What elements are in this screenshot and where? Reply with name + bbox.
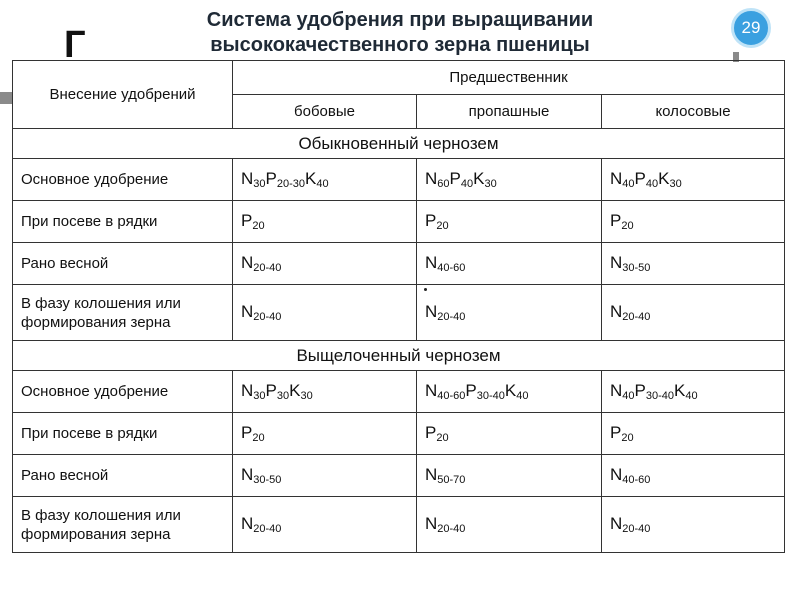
nutrient-symbol: P bbox=[634, 381, 646, 400]
dose-cell bbox=[602, 413, 785, 455]
nutrient-symbol: P bbox=[425, 211, 437, 230]
header-row-crops: пропашные bbox=[417, 95, 602, 129]
nutrient-dose: 30 bbox=[669, 178, 682, 190]
dose-cell bbox=[233, 455, 417, 497]
nutrient-symbol: K bbox=[674, 381, 686, 400]
slide-title bbox=[150, 8, 650, 58]
table-row bbox=[13, 159, 785, 201]
dose-cell bbox=[233, 159, 417, 201]
row-label: Рано весной bbox=[13, 455, 233, 497]
section-row bbox=[13, 129, 785, 159]
nutrient-dose: 60 bbox=[437, 178, 450, 190]
row-label: Основное удобрение bbox=[13, 159, 233, 201]
nutrient-symbol: N bbox=[610, 253, 623, 272]
nutrient-symbol: P bbox=[241, 423, 253, 442]
nutrient-dose: 20-40 bbox=[253, 262, 282, 274]
dose-cell bbox=[602, 371, 785, 413]
dose-cell bbox=[417, 371, 602, 413]
row-label: Рано весной bbox=[13, 243, 233, 285]
table-header-row bbox=[13, 61, 785, 95]
nutrient-symbol: N bbox=[241, 302, 254, 321]
nutrient-dose: 20 bbox=[252, 432, 265, 444]
dose-cell bbox=[417, 413, 602, 455]
dose-cell bbox=[233, 497, 417, 553]
dose-cell bbox=[233, 243, 417, 285]
nutrient-symbol: P bbox=[610, 423, 622, 442]
header-legumes: бобовые bbox=[233, 95, 417, 129]
nutrient-symbol: N bbox=[425, 253, 438, 272]
nutrient-symbol: N bbox=[425, 302, 438, 321]
nutrient-dose: 40-60 bbox=[437, 390, 466, 402]
dose-cell bbox=[233, 371, 417, 413]
slide-number-badge: 29 bbox=[731, 8, 771, 48]
table-row bbox=[13, 413, 785, 455]
table-row bbox=[13, 497, 785, 553]
dose-cell bbox=[602, 497, 785, 553]
left-edge-marker bbox=[0, 92, 12, 104]
nutrient-symbol: N bbox=[241, 253, 254, 272]
nutrient-dose: 30-50 bbox=[253, 474, 282, 486]
nutrient-dose: 40 bbox=[316, 178, 329, 190]
nutrient-dose: 30 bbox=[276, 390, 290, 402]
header-predecessor: Предшественник bbox=[233, 61, 785, 95]
nutrient-symbol: P bbox=[265, 169, 277, 188]
nutrient-dose: 30-40 bbox=[645, 390, 675, 402]
nutrient-symbol: N bbox=[241, 514, 254, 533]
nutrient-dose: 20 bbox=[621, 432, 634, 444]
nutrient-dose: 40-60 bbox=[622, 474, 651, 486]
dose-cell bbox=[602, 201, 785, 243]
nutrient-dose: 30-40 bbox=[476, 390, 505, 402]
nutrient-symbol: N bbox=[425, 465, 438, 484]
slide-title-line-2: высококачественного зерна пшеницы bbox=[210, 34, 590, 56]
nutrient-symbol: N bbox=[610, 302, 623, 321]
dose-cell bbox=[417, 201, 602, 243]
nutrient-dose: 40 bbox=[460, 178, 474, 190]
nutrient-dose: 30-50 bbox=[622, 262, 651, 274]
dose-cell bbox=[417, 159, 602, 201]
section-title: Выщелоченный чернозем bbox=[13, 341, 785, 371]
nutrient-symbol: P bbox=[449, 169, 461, 188]
nutrient-dose: 20-40 bbox=[622, 311, 651, 323]
table-row bbox=[13, 455, 785, 497]
nutrient-symbol: N bbox=[610, 514, 623, 533]
nutrient-dose: 20-30 bbox=[276, 178, 306, 190]
nutrient-dose: 40-60 bbox=[437, 262, 466, 274]
nutrient-dose: 20 bbox=[252, 220, 265, 232]
nutrient-dose: 20 bbox=[436, 432, 449, 444]
nutrient-symbol: P bbox=[465, 381, 477, 400]
nutrient-symbol: N bbox=[241, 169, 254, 188]
dose-cell bbox=[233, 201, 417, 243]
corner-mark: Г bbox=[64, 24, 86, 66]
nutrient-symbol: N bbox=[610, 381, 623, 400]
nutrient-dose: 20-40 bbox=[253, 523, 282, 535]
nutrient-symbol: N bbox=[610, 169, 623, 188]
row-label: При посеве в рядки bbox=[13, 201, 233, 243]
nutrient-dose: 20 bbox=[436, 220, 449, 232]
table-row bbox=[13, 201, 785, 243]
nutrient-symbol: P bbox=[241, 211, 253, 230]
nutrient-dose: 30 bbox=[300, 390, 313, 402]
nutrient-symbol: P bbox=[265, 381, 277, 400]
fertilizer-table bbox=[12, 60, 785, 553]
section-title: Обыкновенный чернозем bbox=[13, 129, 785, 159]
nutrient-dose: 20-40 bbox=[437, 311, 466, 323]
nutrient-symbol: K bbox=[504, 381, 517, 400]
dose-cell bbox=[417, 243, 602, 285]
row-label: Основное удобрение bbox=[13, 371, 233, 413]
dose-cell bbox=[417, 497, 602, 553]
nutrient-dose: 20-40 bbox=[437, 523, 466, 535]
nutrient-dose: 40 bbox=[622, 390, 635, 402]
nutrient-dose: 20-40 bbox=[253, 311, 282, 323]
dose-cell bbox=[602, 243, 785, 285]
table-row bbox=[13, 371, 785, 413]
nutrient-dose: 50-70 bbox=[437, 474, 466, 486]
dose-cell bbox=[233, 285, 417, 341]
nutrient-symbol: N bbox=[425, 169, 438, 188]
nutrient-dose: 40 bbox=[516, 390, 529, 402]
section-row bbox=[13, 341, 785, 371]
header-cereals: колосовые bbox=[602, 95, 785, 129]
nutrient-symbol: N bbox=[425, 381, 438, 400]
nutrient-dose: 40 bbox=[622, 178, 635, 190]
row-label: В фазу колошения или формирования зерна bbox=[13, 285, 233, 341]
dose-cell bbox=[417, 455, 602, 497]
nutrient-symbol: K bbox=[289, 381, 301, 400]
nutrient-symbol: P bbox=[425, 423, 437, 442]
nutrient-symbol: K bbox=[658, 169, 670, 188]
header-fertilizer-application: Внесение удобрений bbox=[13, 61, 233, 129]
dose-cell bbox=[417, 285, 602, 341]
dose-cell bbox=[602, 455, 785, 497]
nutrient-symbol: N bbox=[425, 514, 438, 533]
row-label: При посеве в рядки bbox=[13, 413, 233, 455]
nutrient-dose: 20 bbox=[621, 220, 634, 232]
table-row bbox=[13, 243, 785, 285]
nutrient-symbol: N bbox=[241, 381, 254, 400]
nutrient-symbol: P bbox=[610, 211, 622, 230]
row-label: В фазу колошения или формирования зерна bbox=[13, 497, 233, 553]
table-row bbox=[13, 285, 785, 341]
nutrient-dose: 30 bbox=[253, 178, 266, 190]
nutrient-dose: 40 bbox=[685, 390, 698, 402]
dose-cell bbox=[602, 159, 785, 201]
nutrient-symbol: K bbox=[473, 169, 485, 188]
nutrient-dose: 30 bbox=[253, 390, 266, 402]
nutrient-symbol: N bbox=[610, 465, 623, 484]
nutrient-dose: 20-40 bbox=[622, 523, 651, 535]
nutrient-symbol: K bbox=[305, 169, 317, 188]
nutrient-symbol: N bbox=[241, 465, 254, 484]
slide-title-line-1: Система удобрения при выращивании bbox=[206, 9, 594, 31]
dose-cell bbox=[233, 413, 417, 455]
nutrient-dose: 30 bbox=[484, 178, 497, 190]
nutrient-dose: 40 bbox=[645, 178, 659, 190]
nutrient-symbol: P bbox=[634, 169, 646, 188]
dose-cell bbox=[602, 285, 785, 341]
